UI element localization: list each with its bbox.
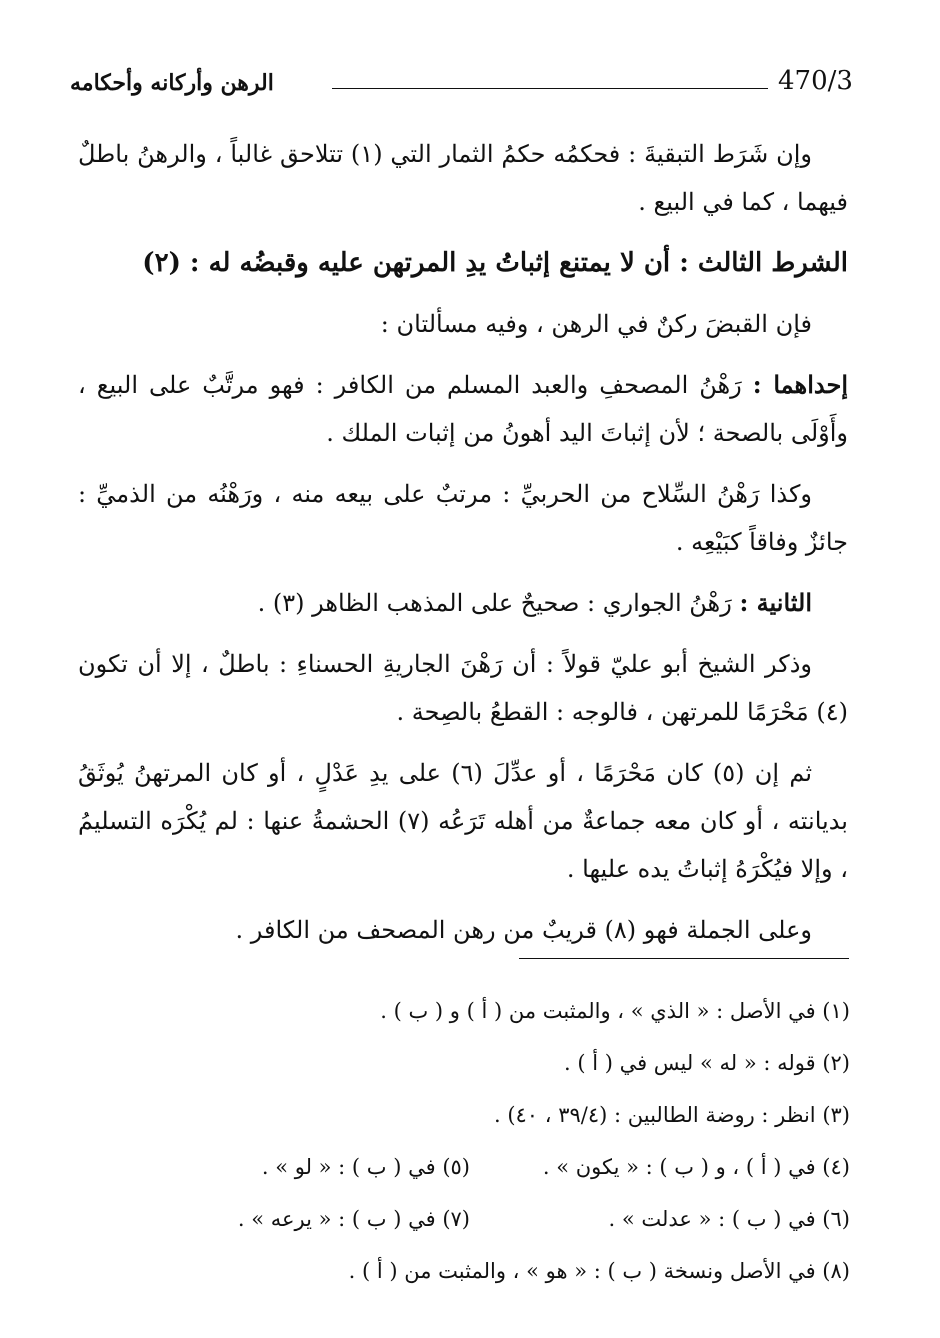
paragraph-2: فإن القبضَ ركنٌ في الرهن ، وفيه مسألتان : — [380, 310, 812, 338]
paragraph-7: ثم إن (٥) كان مَحْرَمًا ، أو عدِّلَ (٦) على يدِ عَدْلٍ ، أو كان المرتهنُ يُوثَقُ بديانته ، أو كان معه جماعةٌ من أهله تَرَعُه (٧) الحشمةُ عنها : لم يُكْرَه التسليمُ ، وإلا فيُكْرَهُ إثباتُ يده عليها . — [78, 759, 848, 883]
footnote-6: (٦) في ( ب ) : « عدلت » . — [608, 1207, 850, 1231]
paragraph-8: وعلى الجملة فهو (٨) قريبٌ من رهن المصحف من الكافر . — [235, 916, 812, 944]
paragraph-3-lead: إحداهما : — [752, 370, 848, 399]
running-title: الرهن وأركانه وأحكامه — [70, 70, 274, 96]
paragraph-1: وإن شَرَط التبقيةَ : فحكمُه حكمُ الثمار التي (١) تتلاحق غالباً ، والرهنُ باطلٌ فيهما ، كما في البيع . — [78, 140, 848, 216]
header-rule — [332, 88, 768, 89]
footnote-8: (٨) في الأصل ونسخة ( ب ) : « هو » ، والمثبت من ( أ ) . — [348, 1259, 850, 1283]
paragraph-5-text: رَهْنُ الجواري : صحيحٌ على المذهب الظاهر (٣) . — [257, 589, 732, 617]
paragraph-6: وذكر الشيخ أبو عليّ قولاً : أن رَهْنَ الجاريةِ الحسناءِ : باطلٌ ، إلا أن تكون (٤) مَحْرَمًا للمرتهن ، فالوجه : القطعُ بالصِحة . — [78, 650, 848, 726]
paragraph-5 — [78, 579, 848, 627]
section-heading: الشرط الثالث : أن لا يمتنع إثباتُ يدِ المرتهن عليه وقبضُه له : (٢) — [142, 248, 848, 278]
main-text — [78, 130, 848, 967]
footnote-7: (٧) في ( ب ) : « يرعه » . — [237, 1207, 470, 1231]
paragraph-3 — [78, 361, 848, 457]
footnote-1: (١) في الأصل : « الذي » ، والمثبت من ( أ ) و ( ب ) . — [380, 999, 850, 1023]
page-number: 470/3 — [778, 66, 853, 96]
footnote-rule — [519, 958, 849, 959]
paragraph-3-text: رَهْنُ المصحفِ والعبد المسلم من الكافر : فهو مرتَّبٌ على البيع ، وأَوْلَى بالصحة ؛ لأن إثباتَ اليد أهونُ من إثبات الملك . — [78, 371, 848, 447]
footnote-row-4-5 — [120, 1141, 850, 1193]
footnote-2: (٢) قوله : « له » ليس في ( أ ) . — [563, 1051, 850, 1075]
paragraph-5-lead: الثانية : — [739, 588, 812, 617]
page-header — [70, 66, 852, 106]
footnote-4: (٤) في ( أ ) ، و ( ب ) : « يكون » . — [542, 1155, 850, 1179]
footnote-3: (٣) انظر : روضة الطالبين : (٣٩/٤ ، ٤٠) . — [493, 1103, 850, 1127]
footnote-5: (٥) في ( ب ) : « لو » . — [261, 1155, 470, 1179]
paragraph-4: وكذا رَهْنُ السِّلاح من الحربيِّ : مرتبٌ على بيعه منه ، ورَهْنُه من الذميِّ : جائزٌ وفاقاً كبَيْعِه . — [78, 480, 848, 556]
footnotes — [120, 985, 850, 1297]
footnote-row-6-7 — [120, 1193, 850, 1245]
